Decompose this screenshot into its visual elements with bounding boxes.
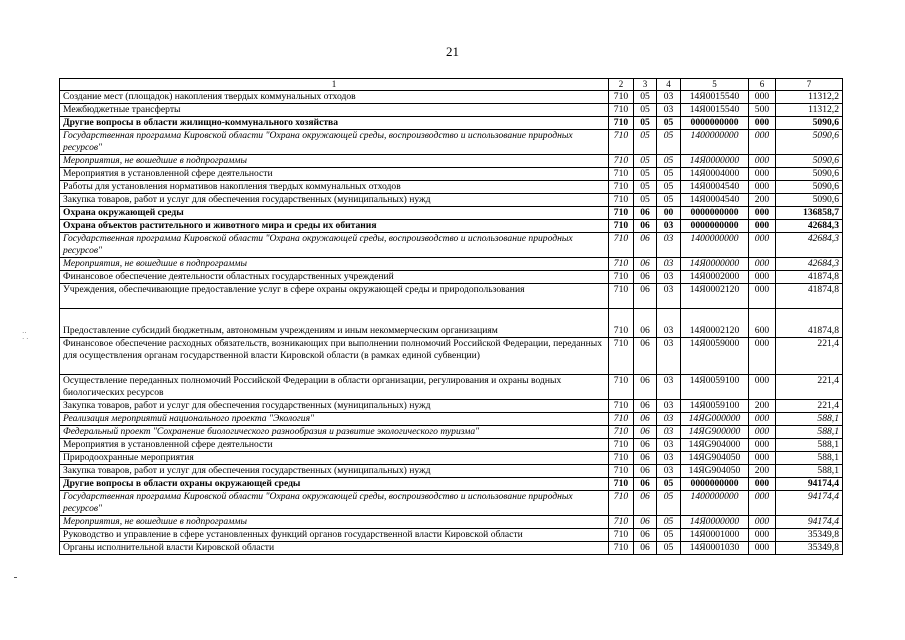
ministry-code-cell: 710 xyxy=(609,478,634,491)
section-code-cell: 05 xyxy=(634,91,657,104)
amount-cell: 94174,4 xyxy=(776,478,843,491)
section-code-cell: 06 xyxy=(634,413,657,426)
ministry-code-cell: 710 xyxy=(609,426,634,439)
amount-cell: 94174,4 xyxy=(776,491,843,516)
expense-type-cell: 000 xyxy=(749,452,776,465)
subsection-code-cell: 03 xyxy=(657,91,681,104)
subsection-code-cell: 03 xyxy=(657,452,681,465)
table-row xyxy=(60,220,843,233)
table-row xyxy=(60,426,843,439)
amount-cell: 5090,6 xyxy=(776,194,843,207)
subsection-code-cell: 03 xyxy=(657,426,681,439)
ministry-code-cell: 710 xyxy=(609,529,634,542)
subsection-code-cell: 03 xyxy=(657,284,681,309)
expense-type-cell: 000 xyxy=(749,284,776,309)
column-header-subsection: 4 xyxy=(657,79,681,91)
ministry-code-cell: 710 xyxy=(609,168,634,181)
section-code-cell: 05 xyxy=(634,194,657,207)
table-row xyxy=(60,233,843,258)
target-article-cell: 14Я0059100 xyxy=(681,400,749,413)
target-article-cell: 14Я0015540 xyxy=(681,91,749,104)
table-row xyxy=(60,375,843,400)
expense-type-cell: 000 xyxy=(749,207,776,220)
expense-type-cell: 000 xyxy=(749,117,776,130)
ministry-code-cell: 710 xyxy=(609,91,634,104)
table-row xyxy=(60,413,843,426)
amount-cell: 5090,6 xyxy=(776,168,843,181)
table-row xyxy=(60,271,843,284)
expense-type-cell: 000 xyxy=(749,130,776,155)
ministry-code-cell: 710 xyxy=(609,155,634,168)
section-code-cell: 06 xyxy=(634,233,657,258)
row-name-cell: Финансовое обеспечение деятельности областных государственных учреждений xyxy=(60,271,609,284)
subsection-code-cell: 05 xyxy=(657,542,681,555)
section-code-cell: 06 xyxy=(634,400,657,413)
section-code-cell: 06 xyxy=(634,478,657,491)
amount-cell: 588,1 xyxy=(776,465,843,478)
expense-type-cell: 000 xyxy=(749,271,776,284)
section-code-cell: 06 xyxy=(634,284,657,309)
subsection-code-cell: 03 xyxy=(657,258,681,271)
row-name-cell: Природоохранные мероприятия xyxy=(60,452,609,465)
subsection-code-cell: 05 xyxy=(657,529,681,542)
row-name-cell: Закупка товаров, работ и услуг для обеспечения государственных (муниципальных) нужд xyxy=(60,194,609,207)
section-code-cell: 06 xyxy=(634,452,657,465)
expense-type-cell: 200 xyxy=(749,465,776,478)
row-name-cell: Другие вопросы в области жилищно-коммунального хозяйства xyxy=(60,117,609,130)
amount-cell: 11312,2 xyxy=(776,91,843,104)
section-code-cell: 05 xyxy=(634,130,657,155)
target-article-cell: 14Я0004540 xyxy=(681,194,749,207)
target-article-cell: 14ЯG000000 xyxy=(681,413,749,426)
target-article-cell: 0000000000 xyxy=(681,220,749,233)
section-code-cell: 06 xyxy=(634,375,657,400)
subsection-code-cell: 05 xyxy=(657,117,681,130)
amount-cell: 221,4 xyxy=(776,338,843,375)
amount-cell: 588,1 xyxy=(776,426,843,439)
subsection-code-cell: 05 xyxy=(657,155,681,168)
table-row xyxy=(60,516,843,529)
margin-scan-mark xyxy=(22,330,28,342)
table-row xyxy=(60,529,843,542)
section-code-cell: 06 xyxy=(634,529,657,542)
table-row xyxy=(60,400,843,413)
row-name-cell: Работы для установления нормативов накопления твердых коммунальных отходов xyxy=(60,181,609,194)
row-name-cell: Другие вопросы в области охраны окружающей среды xyxy=(60,478,609,491)
expense-type-cell: 000 xyxy=(749,413,776,426)
section-code-cell: 06 xyxy=(634,338,657,375)
subsection-code-cell: 05 xyxy=(657,516,681,529)
amount-cell: 588,1 xyxy=(776,413,843,426)
ministry-code-cell: 710 xyxy=(609,491,634,516)
target-article-cell: 0000000000 xyxy=(681,207,749,220)
row-name-cell: Мероприятия в установленной сфере деятельности xyxy=(60,439,609,452)
amount-cell: 5090,6 xyxy=(776,155,843,168)
amount-cell: 94174,4 xyxy=(776,516,843,529)
target-article-cell: 14Я0059000 xyxy=(681,338,749,375)
expense-type-cell: 000 xyxy=(749,91,776,104)
row-name-cell: Государственная программа Кировской области "Охрана окружающей среды, воспроизводство и использование природных ресурсов" xyxy=(60,491,609,516)
subsection-code-cell: 03 xyxy=(657,338,681,375)
expense-type-cell: 600 xyxy=(749,309,776,338)
target-article-cell: 14Я0000000 xyxy=(681,155,749,168)
amount-cell: 41874,8 xyxy=(776,309,843,338)
subsection-code-cell: 03 xyxy=(657,271,681,284)
ministry-code-cell: 710 xyxy=(609,130,634,155)
target-article-cell: 14Я0001000 xyxy=(681,529,749,542)
row-name-cell: Осуществление переданных полномочий Российской Федерации в области организации, регулирования и охраны водных биологических ресурсов xyxy=(60,375,609,400)
ministry-code-cell: 710 xyxy=(609,104,634,117)
row-name-cell: Охрана объектов растительного и животного мира и среды их обитания xyxy=(60,220,609,233)
ministry-code-cell: 710 xyxy=(609,271,634,284)
subsection-code-cell: 05 xyxy=(657,181,681,194)
table-row xyxy=(60,194,843,207)
target-article-cell: 14Я0000000 xyxy=(681,516,749,529)
amount-cell: 588,1 xyxy=(776,452,843,465)
table-row xyxy=(60,168,843,181)
ministry-code-cell: 710 xyxy=(609,413,634,426)
ministry-code-cell: 710 xyxy=(609,400,634,413)
expense-type-cell: 000 xyxy=(749,516,776,529)
subsection-code-cell: 03 xyxy=(657,439,681,452)
table-row xyxy=(60,309,843,338)
section-code-cell: 06 xyxy=(634,465,657,478)
row-name-cell: Финансовое обеспечение расходных обязательств, возникающих при выполнении полномочий Российской Федерации, переданных для осуществления органам государственной власти Кировской области (в рамках единой субвенции) xyxy=(60,338,609,375)
column-number-header-row xyxy=(60,79,843,91)
row-name-cell: Мероприятия, не вошедшие в подпрограммы xyxy=(60,516,609,529)
row-name-cell: Межбюджетные трансферты xyxy=(60,104,609,117)
table-row xyxy=(60,491,843,516)
margin-mark-line: · · xyxy=(22,335,29,343)
expense-type-cell: 000 xyxy=(749,338,776,375)
amount-cell: 35349,8 xyxy=(776,529,843,542)
row-name-cell: Закупка товаров, работ и услуг для обеспечения государственных (муниципальных) нужд xyxy=(60,400,609,413)
column-header-name: 1 xyxy=(60,79,609,91)
section-code-cell: 05 xyxy=(634,168,657,181)
expense-type-cell: 200 xyxy=(749,400,776,413)
expense-type-cell: 200 xyxy=(749,194,776,207)
amount-cell: 5090,6 xyxy=(776,130,843,155)
row-name-cell: Закупка товаров, работ и услуг для обеспечения государственных (муниципальных) нужд xyxy=(60,465,609,478)
column-header-ministry: 2 xyxy=(609,79,634,91)
section-code-cell: 06 xyxy=(634,542,657,555)
table-row xyxy=(60,130,843,155)
subsection-code-cell: 03 xyxy=(657,413,681,426)
amount-cell: 42684,3 xyxy=(776,220,843,233)
ministry-code-cell: 710 xyxy=(609,309,634,338)
expense-type-cell: 500 xyxy=(749,104,776,117)
ministry-code-cell: 710 xyxy=(609,181,634,194)
target-article-cell: 14ЯG904000 xyxy=(681,439,749,452)
ministry-code-cell: 710 xyxy=(609,375,634,400)
table-row xyxy=(60,104,843,117)
row-name-cell: Учреждения, обеспечивающие предоставление услуг в сфере охраны окружающей среды и природопользования xyxy=(60,284,609,309)
row-name-cell: Предоставление субсидий бюджетным, автономным учреждениям и иным некоммерческим организациям xyxy=(60,309,609,338)
subsection-code-cell: 00 xyxy=(657,207,681,220)
subsection-code-cell: 05 xyxy=(657,194,681,207)
row-name-cell: Реализация мероприятий национального проекта "Экология" xyxy=(60,413,609,426)
target-article-cell: 14Я0004540 xyxy=(681,181,749,194)
expense-type-cell: 000 xyxy=(749,155,776,168)
table-row xyxy=(60,542,843,555)
amount-cell: 41874,8 xyxy=(776,271,843,284)
table-row xyxy=(60,338,843,375)
target-article-cell: 14Я0000000 xyxy=(681,258,749,271)
section-code-cell: 06 xyxy=(634,258,657,271)
target-article-cell: 14Я0001030 xyxy=(681,542,749,555)
target-article-cell: 14Я0004000 xyxy=(681,168,749,181)
table-row xyxy=(60,439,843,452)
target-article-cell: 14Я0002120 xyxy=(681,284,749,309)
ministry-code-cell: 710 xyxy=(609,194,634,207)
amount-cell: 42684,3 xyxy=(776,258,843,271)
column-header-section: 3 xyxy=(634,79,657,91)
ministry-code-cell: 710 xyxy=(609,465,634,478)
subsection-code-cell: 03 xyxy=(657,400,681,413)
expense-type-cell: 000 xyxy=(749,375,776,400)
amount-cell: 42684,3 xyxy=(776,233,843,258)
section-code-cell: 06 xyxy=(634,220,657,233)
expense-type-cell: 000 xyxy=(749,258,776,271)
expense-type-cell: 000 xyxy=(749,439,776,452)
section-code-cell: 05 xyxy=(634,155,657,168)
expense-type-cell: 000 xyxy=(749,220,776,233)
target-article-cell: 14ЯG900000 xyxy=(681,426,749,439)
expense-type-cell: 000 xyxy=(749,529,776,542)
ministry-code-cell: 710 xyxy=(609,338,634,375)
row-name-cell: Мероприятия в установленной сфере деятельности xyxy=(60,168,609,181)
row-name-cell: Государственная программа Кировской области "Охрана окружающей среды, воспроизводство и использование природных ресурсов" xyxy=(60,233,609,258)
ministry-code-cell: 710 xyxy=(609,207,634,220)
amount-cell: 35349,8 xyxy=(776,542,843,555)
amount-cell: 5090,6 xyxy=(776,181,843,194)
ministry-code-cell: 710 xyxy=(609,258,634,271)
target-article-cell: 14ЯG904050 xyxy=(681,452,749,465)
ministry-code-cell: 710 xyxy=(609,284,634,309)
target-article-cell: 1400000000 xyxy=(681,491,749,516)
ministry-code-cell: 710 xyxy=(609,220,634,233)
ministry-code-cell: 710 xyxy=(609,452,634,465)
row-name-cell: Органы исполнительной власти Кировской области xyxy=(60,542,609,555)
margin-mark-line: ·· xyxy=(22,329,27,337)
target-article-cell: 0000000000 xyxy=(681,117,749,130)
subsection-code-cell: 05 xyxy=(657,491,681,516)
section-code-cell: 05 xyxy=(634,181,657,194)
budget-table xyxy=(59,78,843,555)
expense-type-cell: 000 xyxy=(749,233,776,258)
row-name-cell: Мероприятия, не вошедшие в подпрограммы xyxy=(60,258,609,271)
section-code-cell: 06 xyxy=(634,491,657,516)
expense-type-cell: 000 xyxy=(749,181,776,194)
amount-cell: 5090,6 xyxy=(776,117,843,130)
table-row xyxy=(60,181,843,194)
budget-table-body xyxy=(60,79,843,555)
table-row xyxy=(60,155,843,168)
target-article-cell: 14Я0002000 xyxy=(681,271,749,284)
section-code-cell: 06 xyxy=(634,426,657,439)
section-code-cell: 06 xyxy=(634,516,657,529)
expense-type-cell: 000 xyxy=(749,168,776,181)
target-article-cell: 14Я0015540 xyxy=(681,104,749,117)
target-article-cell: 14ЯG904050 xyxy=(681,465,749,478)
target-article-cell: 14Я0059100 xyxy=(681,375,749,400)
table-row xyxy=(60,478,843,491)
budget-table-container xyxy=(59,78,842,555)
target-article-cell: 14Я0002120 xyxy=(681,309,749,338)
table-row xyxy=(60,258,843,271)
margin-scan-dot xyxy=(14,577,17,578)
amount-cell: 136858,7 xyxy=(776,207,843,220)
amount-cell: 221,4 xyxy=(776,375,843,400)
page-number: 21 xyxy=(446,44,459,59)
table-row xyxy=(60,284,843,309)
expense-type-cell: 000 xyxy=(749,542,776,555)
table-row xyxy=(60,91,843,104)
amount-cell: 41874,8 xyxy=(776,284,843,309)
target-article-cell: 1400000000 xyxy=(681,233,749,258)
expense-type-cell: 000 xyxy=(749,478,776,491)
subsection-code-cell: 03 xyxy=(657,375,681,400)
section-code-cell: 06 xyxy=(634,271,657,284)
ministry-code-cell: 710 xyxy=(609,439,634,452)
table-row xyxy=(60,465,843,478)
ministry-code-cell: 710 xyxy=(609,542,634,555)
section-code-cell: 06 xyxy=(634,439,657,452)
column-header-amount: 7 xyxy=(776,79,843,91)
row-name-cell: Создание мест (площадок) накопления твердых коммунальных отходов xyxy=(60,91,609,104)
column-header-target-article: 5 xyxy=(681,79,749,91)
subsection-code-cell: 05 xyxy=(657,168,681,181)
subsection-code-cell: 03 xyxy=(657,309,681,338)
subsection-code-cell: 03 xyxy=(657,220,681,233)
subsection-code-cell: 05 xyxy=(657,130,681,155)
section-code-cell: 06 xyxy=(634,309,657,338)
ministry-code-cell: 710 xyxy=(609,117,634,130)
subsection-code-cell: 03 xyxy=(657,465,681,478)
subsection-code-cell: 03 xyxy=(657,104,681,117)
subsection-code-cell: 03 xyxy=(657,233,681,258)
row-name-cell: Руководство и управление в сфере установленных функций органов государственной власти Кировской области xyxy=(60,529,609,542)
target-article-cell: 0000000000 xyxy=(681,478,749,491)
ministry-code-cell: 710 xyxy=(609,233,634,258)
ministry-code-cell: 710 xyxy=(609,516,634,529)
row-name-cell: Охрана окружающей среды xyxy=(60,207,609,220)
table-row xyxy=(60,207,843,220)
expense-type-cell: 000 xyxy=(749,491,776,516)
amount-cell: 11312,2 xyxy=(776,104,843,117)
section-code-cell: 05 xyxy=(634,117,657,130)
row-name-cell: Федеральный проект "Сохранение биологического разнообразия и развитие экологического туризма" xyxy=(60,426,609,439)
row-name-cell: Государственная программа Кировской области "Охрана окружающей среды, воспроизводство и использование природных ресурсов" xyxy=(60,130,609,155)
table-row xyxy=(60,452,843,465)
subsection-code-cell: 05 xyxy=(657,478,681,491)
row-name-cell: Мероприятия, не вошедшие в подпрограммы xyxy=(60,155,609,168)
amount-cell: 588,1 xyxy=(776,439,843,452)
section-code-cell: 05 xyxy=(634,104,657,117)
section-code-cell: 06 xyxy=(634,207,657,220)
column-header-expense-type: 6 xyxy=(749,79,776,91)
table-row xyxy=(60,117,843,130)
amount-cell: 221,4 xyxy=(776,400,843,413)
target-article-cell: 1400000000 xyxy=(681,130,749,155)
expense-type-cell: 000 xyxy=(749,426,776,439)
